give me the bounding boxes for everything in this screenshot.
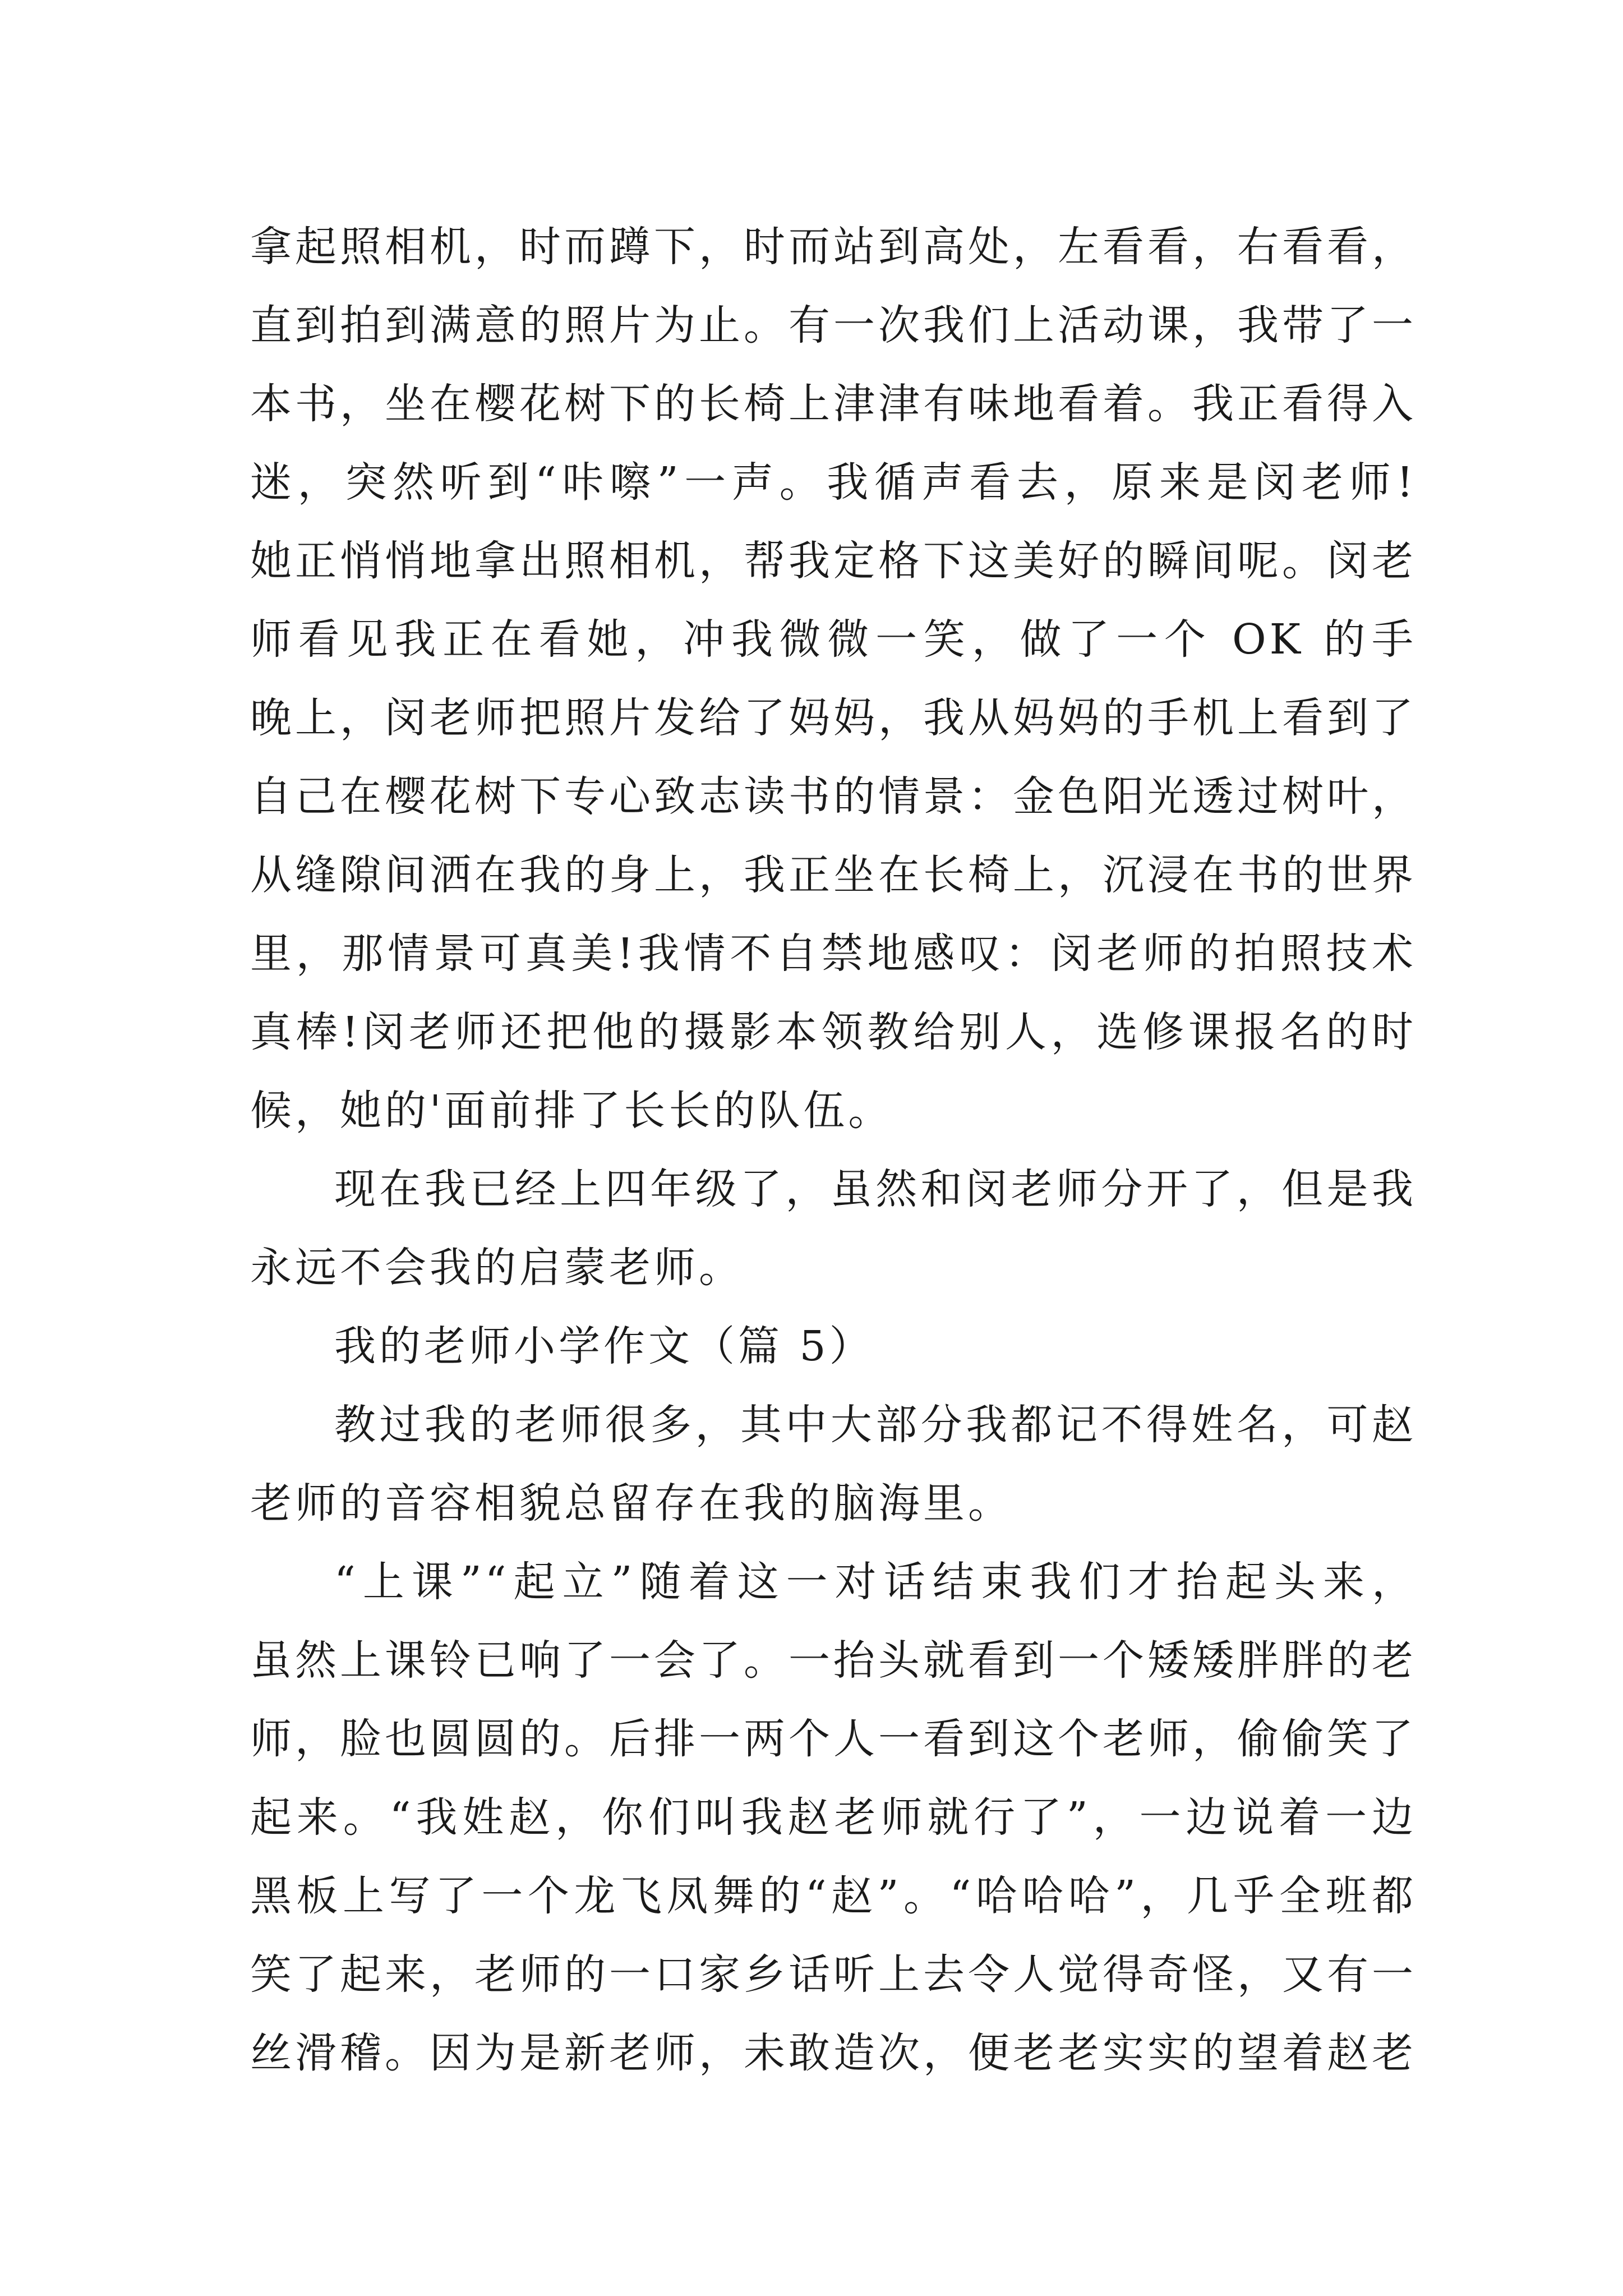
text-line: 笑了起来，老师的一口家乡话听上去令人觉得奇怪，又有一 [250, 1950, 1417, 1999]
text-line: 晚上，闵老师把照片发给了妈妈，我从妈妈的手机上看到了 [250, 694, 1417, 742]
text-line: 师看见我正在看她，冲我微微一笑，做了一个 OK 的手 [250, 615, 1417, 664]
essay-heading: 我的老师小学作文（篇 5） [334, 1322, 874, 1370]
text-line: 丝滑稽。因为是新老师，未敢造次，便老老实实的望着赵老 [250, 2029, 1417, 2077]
body-text [250, 208, 1417, 2092]
text-line: 黑板上写了一个龙飞凤舞的“赵”。“哈哈哈”，几乎全班都 [250, 1872, 1417, 1920]
text-line: 师，脸也圆圆的。后排一两个人一看到这个老师，偷偷笑了 [250, 1715, 1417, 1763]
paragraph-end-line: 永远不会我的启蒙老师。 [250, 1244, 744, 1292]
text-line: 拿起照相机，时而蹲下，时而站到高处，左看看，右看看， [250, 223, 1417, 271]
paragraph-start-line: “上课”“起立”随着这一对话结束我们才抬起头来， [334, 1558, 1417, 1606]
text-line: 从缝隙间洒在我的身上，我正坐在长椅上，沉浸在书的世界 [250, 851, 1417, 899]
text-line: 直到拍到满意的照片为止。有一次我们上活动课，我带了一 [250, 301, 1417, 349]
paragraph-end-line: 老师的音容相貌总留存在我的脑海里。 [250, 1479, 1013, 1527]
text-line: 自己在樱花树下专心致志读书的情景：金色阳光透过树叶， [250, 772, 1417, 821]
text-line: 她正悄悄地拿出照相机，帮我定格下这美好的瞬间呢。闵老 [250, 537, 1417, 585]
paragraph-start-line: 教过我的老师很多，其中大部分我都记不得姓名，可赵 [334, 1401, 1417, 1449]
paragraph-start-line: 现在我已经上四年级了，虽然和闵老师分开了，但是我 [334, 1165, 1417, 1213]
text-line: 本书，坐在樱花树下的长椅上津津有味地看着。我正看得入 [250, 380, 1417, 428]
paragraph-end-line: 候，她的'面前排了长长的队伍。 [250, 1087, 893, 1135]
text-line: 里，那情景可真美!我情不自禁地感叹：闵老师的拍照技术 [250, 930, 1417, 978]
text-line: 迷，突然听到“咔嚓”一声。我循声看去，原来是闵老师! [250, 458, 1417, 507]
text-line: 起来。“我姓赵，你们叫我赵老师就行了”，一边说着一边 [250, 1793, 1417, 1842]
text-line: 虽然上课铃已响了一会了。一抬头就看到一个矮矮胖胖的老 [250, 1636, 1417, 1685]
text-line: 真棒!闵老师还把他的摄影本领教给别人，选修课报名的时 [250, 1008, 1417, 1056]
